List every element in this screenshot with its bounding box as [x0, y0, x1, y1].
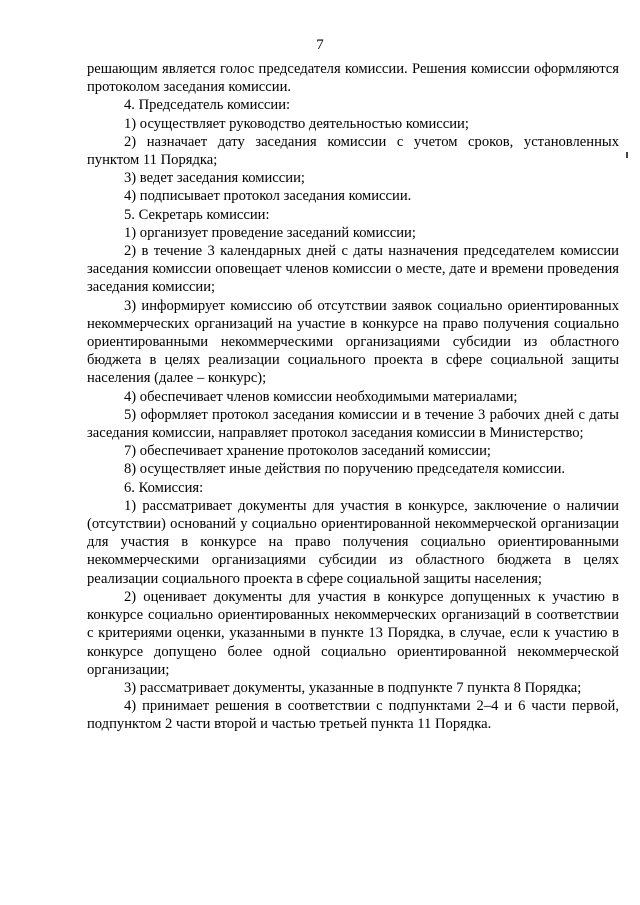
paragraph-5-8: 8) осуществляет иные действия по поручению председателя комиссии. [124, 461, 566, 478]
paragraph-6-2: 2) оценивает документы для участия в конкурсе допущенных к участию в конкурсе социально ориентированных некоммерческих организаций в соответствии с критериями оценки, указанными в пункте 13 Порядка, в случае, если к участию в конкурсе допущено более одной социально ориентированной некоммерческой организации; [87, 588, 619, 678]
paragraph-6-4: 4) принимает решения в соответствии с подпунктами 2–4 и 6 части первой, подпунктом 2 части второй и частью третьей пункта 11 Порядка. [87, 698, 619, 733]
paragraph-5-1: 1) организует проведение заседаний комиссии; [124, 224, 416, 241]
paragraph-4-2: 2) назначает дату заседания комиссии с учетом сроков, установленных пунктом 11 Порядка; [87, 133, 619, 169]
paragraph-5-5: 5) оформляет протокол заседания комиссии и в течение 3 рабочих дней с даты заседания комиссии, направляет протокол заседания комиссии в Министерство; [87, 406, 619, 442]
paragraph-section-5-heading: 5. Секретарь комиссии: [124, 206, 270, 223]
page-number: 7 [316, 37, 324, 53]
paragraph-4-1: 1) осуществляет руководство деятельностью комиссии; [124, 115, 469, 132]
margin-mark [626, 152, 628, 158]
paragraph-5-2: 2) в течение 3 календарных дней с даты назначения председателем комиссии заседания комиссии оповещает членов комиссии о месте, дате и времени проведения заседания комиссии; [87, 243, 619, 296]
paragraph-6-1: 1) рассматривает документы для участия в конкурсе, заключение о наличии (отсутствии) оснований у социально ориентированной некоммерческой организации для участия в конкурсе на право получения социально ориентированными некоммерческими организациями субсидии из областного бюджета в целях реализации социального проекта в сфере социальной защиты населения; [87, 497, 619, 587]
paragraph-5-7: 7) обеспечивает хранение протоколов заседаний комиссии; [124, 443, 491, 460]
document-body [87, 60, 619, 734]
paragraph-section-6-heading: 6. Комиссия: [124, 479, 204, 496]
paragraph-4-3: 3) ведет заседания комиссии; [124, 170, 305, 187]
paragraph-continuation: решающим является голос председателя комиссии. Решения комиссии оформляются протоколом заседания комиссии. [87, 61, 619, 96]
paragraph-6-3: 3) рассматривает документы, указанные в подпункте 7 пункта 8 Порядка; [124, 679, 582, 696]
paragraph-5-3: 3) информирует комиссию об отсутствии заявок социально ориентированных некоммерческих организаций на участие в конкурсе на право получения социально ориентированными некоммерческими организациями субсидии из областного бюджета в целях реализации социального проекта в сфере социальной защиты населения (далее – конкурс); [87, 297, 619, 387]
paragraph-5-4: 4) обеспечивает членов комиссии необходимыми материалами; [124, 388, 518, 405]
paragraph-section-4-heading: 4. Председатель комиссии: [124, 97, 291, 114]
paragraph-4-4: 4) подписывает протокол заседания комиссии. [124, 188, 412, 205]
